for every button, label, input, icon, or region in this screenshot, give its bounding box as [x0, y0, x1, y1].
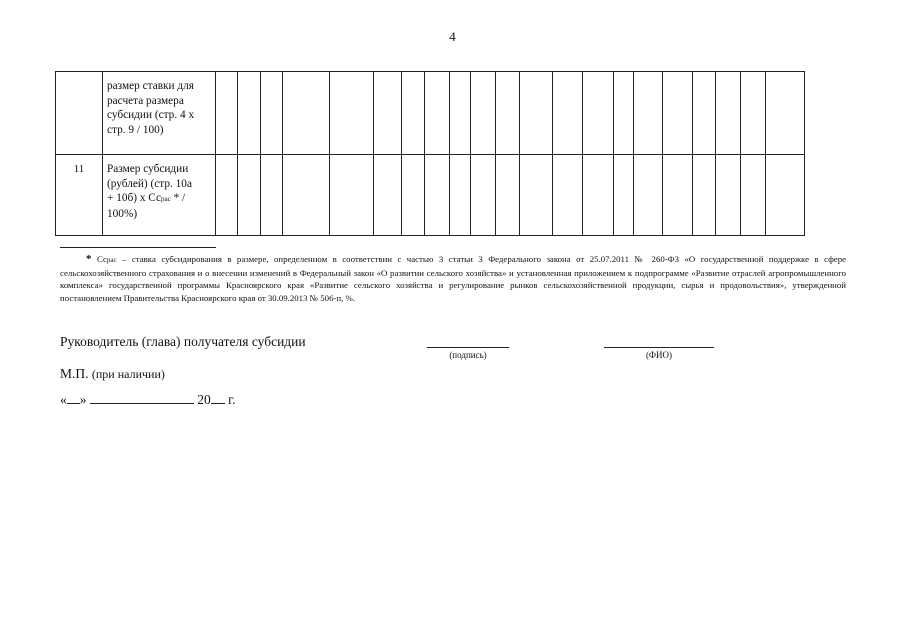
table-row [56, 155, 805, 236]
data-cell [583, 155, 614, 236]
data-cell [634, 72, 663, 155]
data-cell [283, 155, 330, 236]
data-cell [741, 72, 766, 155]
footnote-text: – ставка субсидирования в размере, определенном в соответствии с частью 3 статьи 3 Федерального закона от 25.07.2011 № 260-ФЗ «О государственной поддержке в сфере сельскохозяйственного страхования и о внесении изменений в Федеральный закон «О развитии сельского хозяйства» и установленная приложением к подпрограмме «Развитие отраслей агропромышленного комплекса» государственной программы Красноярского края «Развитие сельского хозяйства и регулирование рынков сельскохозяйственной продукции, сырья и продовольствия», утвержденной постановлением Правительства Красноярского края от 30.09.2013 № 506-п, %. [60, 254, 846, 303]
data-cell [450, 72, 471, 155]
data-cell [553, 155, 583, 236]
date-close-quote: » [79, 392, 87, 407]
year-prefix: 20 [197, 392, 211, 407]
row-name-line-text: + 10б) х Сс [107, 192, 161, 204]
data-cell [402, 155, 425, 236]
month-blank [90, 391, 194, 404]
page-number: 4 [449, 29, 456, 44]
signature-label: (подпись) [449, 350, 487, 360]
row-name-line: 100%) [107, 207, 138, 220]
data-cell [374, 155, 402, 236]
signer-title: Руководитель (глава) получателя субсидии [60, 334, 306, 349]
stamp-qualifier: (при наличии) [91, 367, 165, 381]
row-name-line: стр. 9 / 100) [107, 123, 164, 136]
data-cell [766, 72, 805, 155]
data-cell [238, 155, 261, 236]
data-cell [261, 72, 283, 155]
data-cell [496, 155, 520, 236]
date-open-quote: « [60, 392, 67, 407]
row-name-line: субсидии (стр. 4 х [107, 109, 195, 121]
footnote-separator [60, 247, 216, 248]
data-cell [520, 155, 553, 236]
data-cell [330, 72, 374, 155]
rate-subscript: рас [161, 195, 171, 203]
data-cell [663, 155, 693, 236]
data-cell [238, 72, 261, 155]
data-cell [216, 72, 238, 155]
data-cell [553, 72, 583, 155]
data-cell [693, 155, 716, 236]
year-suffix: г. [228, 392, 236, 407]
footnote-term: Сс [96, 254, 107, 264]
footnote [60, 253, 846, 304]
data-cell [693, 72, 716, 155]
data-cell [450, 155, 471, 236]
row-name-line: (рублей) (стр. 10а [107, 177, 192, 190]
day-blank [67, 391, 80, 404]
row-name-line: размер ставки для [107, 80, 194, 92]
row-number-cell: 11 [56, 155, 103, 236]
footnote-mark: * [86, 253, 92, 265]
data-cell [374, 72, 402, 155]
subsidy-table [55, 71, 805, 236]
row-name-cell [103, 72, 216, 155]
name-line [604, 347, 714, 348]
stamp-place [60, 366, 165, 382]
data-cell [614, 155, 634, 236]
data-cell [634, 155, 663, 236]
data-cell [663, 72, 693, 155]
table-row [56, 72, 805, 155]
row-name-line: расчета размера [107, 94, 184, 107]
data-cell [741, 155, 766, 236]
data-cell [496, 72, 520, 155]
data-cell [283, 72, 330, 155]
data-cell [471, 72, 496, 155]
data-cell [261, 155, 283, 236]
data-cell [471, 155, 496, 236]
data-cell [583, 72, 614, 155]
data-cell [330, 155, 374, 236]
row-name-line: Размер субсидии [107, 163, 189, 175]
data-cell [425, 72, 450, 155]
data-cell [425, 155, 450, 236]
date-line [60, 391, 236, 408]
data-cell [402, 72, 425, 155]
data-cell [716, 155, 741, 236]
name-label: (ФИО) [645, 350, 673, 360]
signature-line [427, 347, 509, 348]
data-cell [216, 155, 238, 236]
year-blank [211, 391, 225, 404]
row-name-line-tail: * / [170, 192, 186, 204]
data-cell [520, 72, 553, 155]
row-name-cell [103, 155, 216, 236]
row-number-cell [56, 72, 103, 155]
data-cell [716, 72, 741, 155]
stamp-label: М.П. [60, 366, 89, 381]
row-name-line [107, 191, 211, 207]
data-cell [766, 155, 805, 236]
data-cell [614, 72, 634, 155]
footnote-term-subscript: рас [106, 256, 117, 264]
